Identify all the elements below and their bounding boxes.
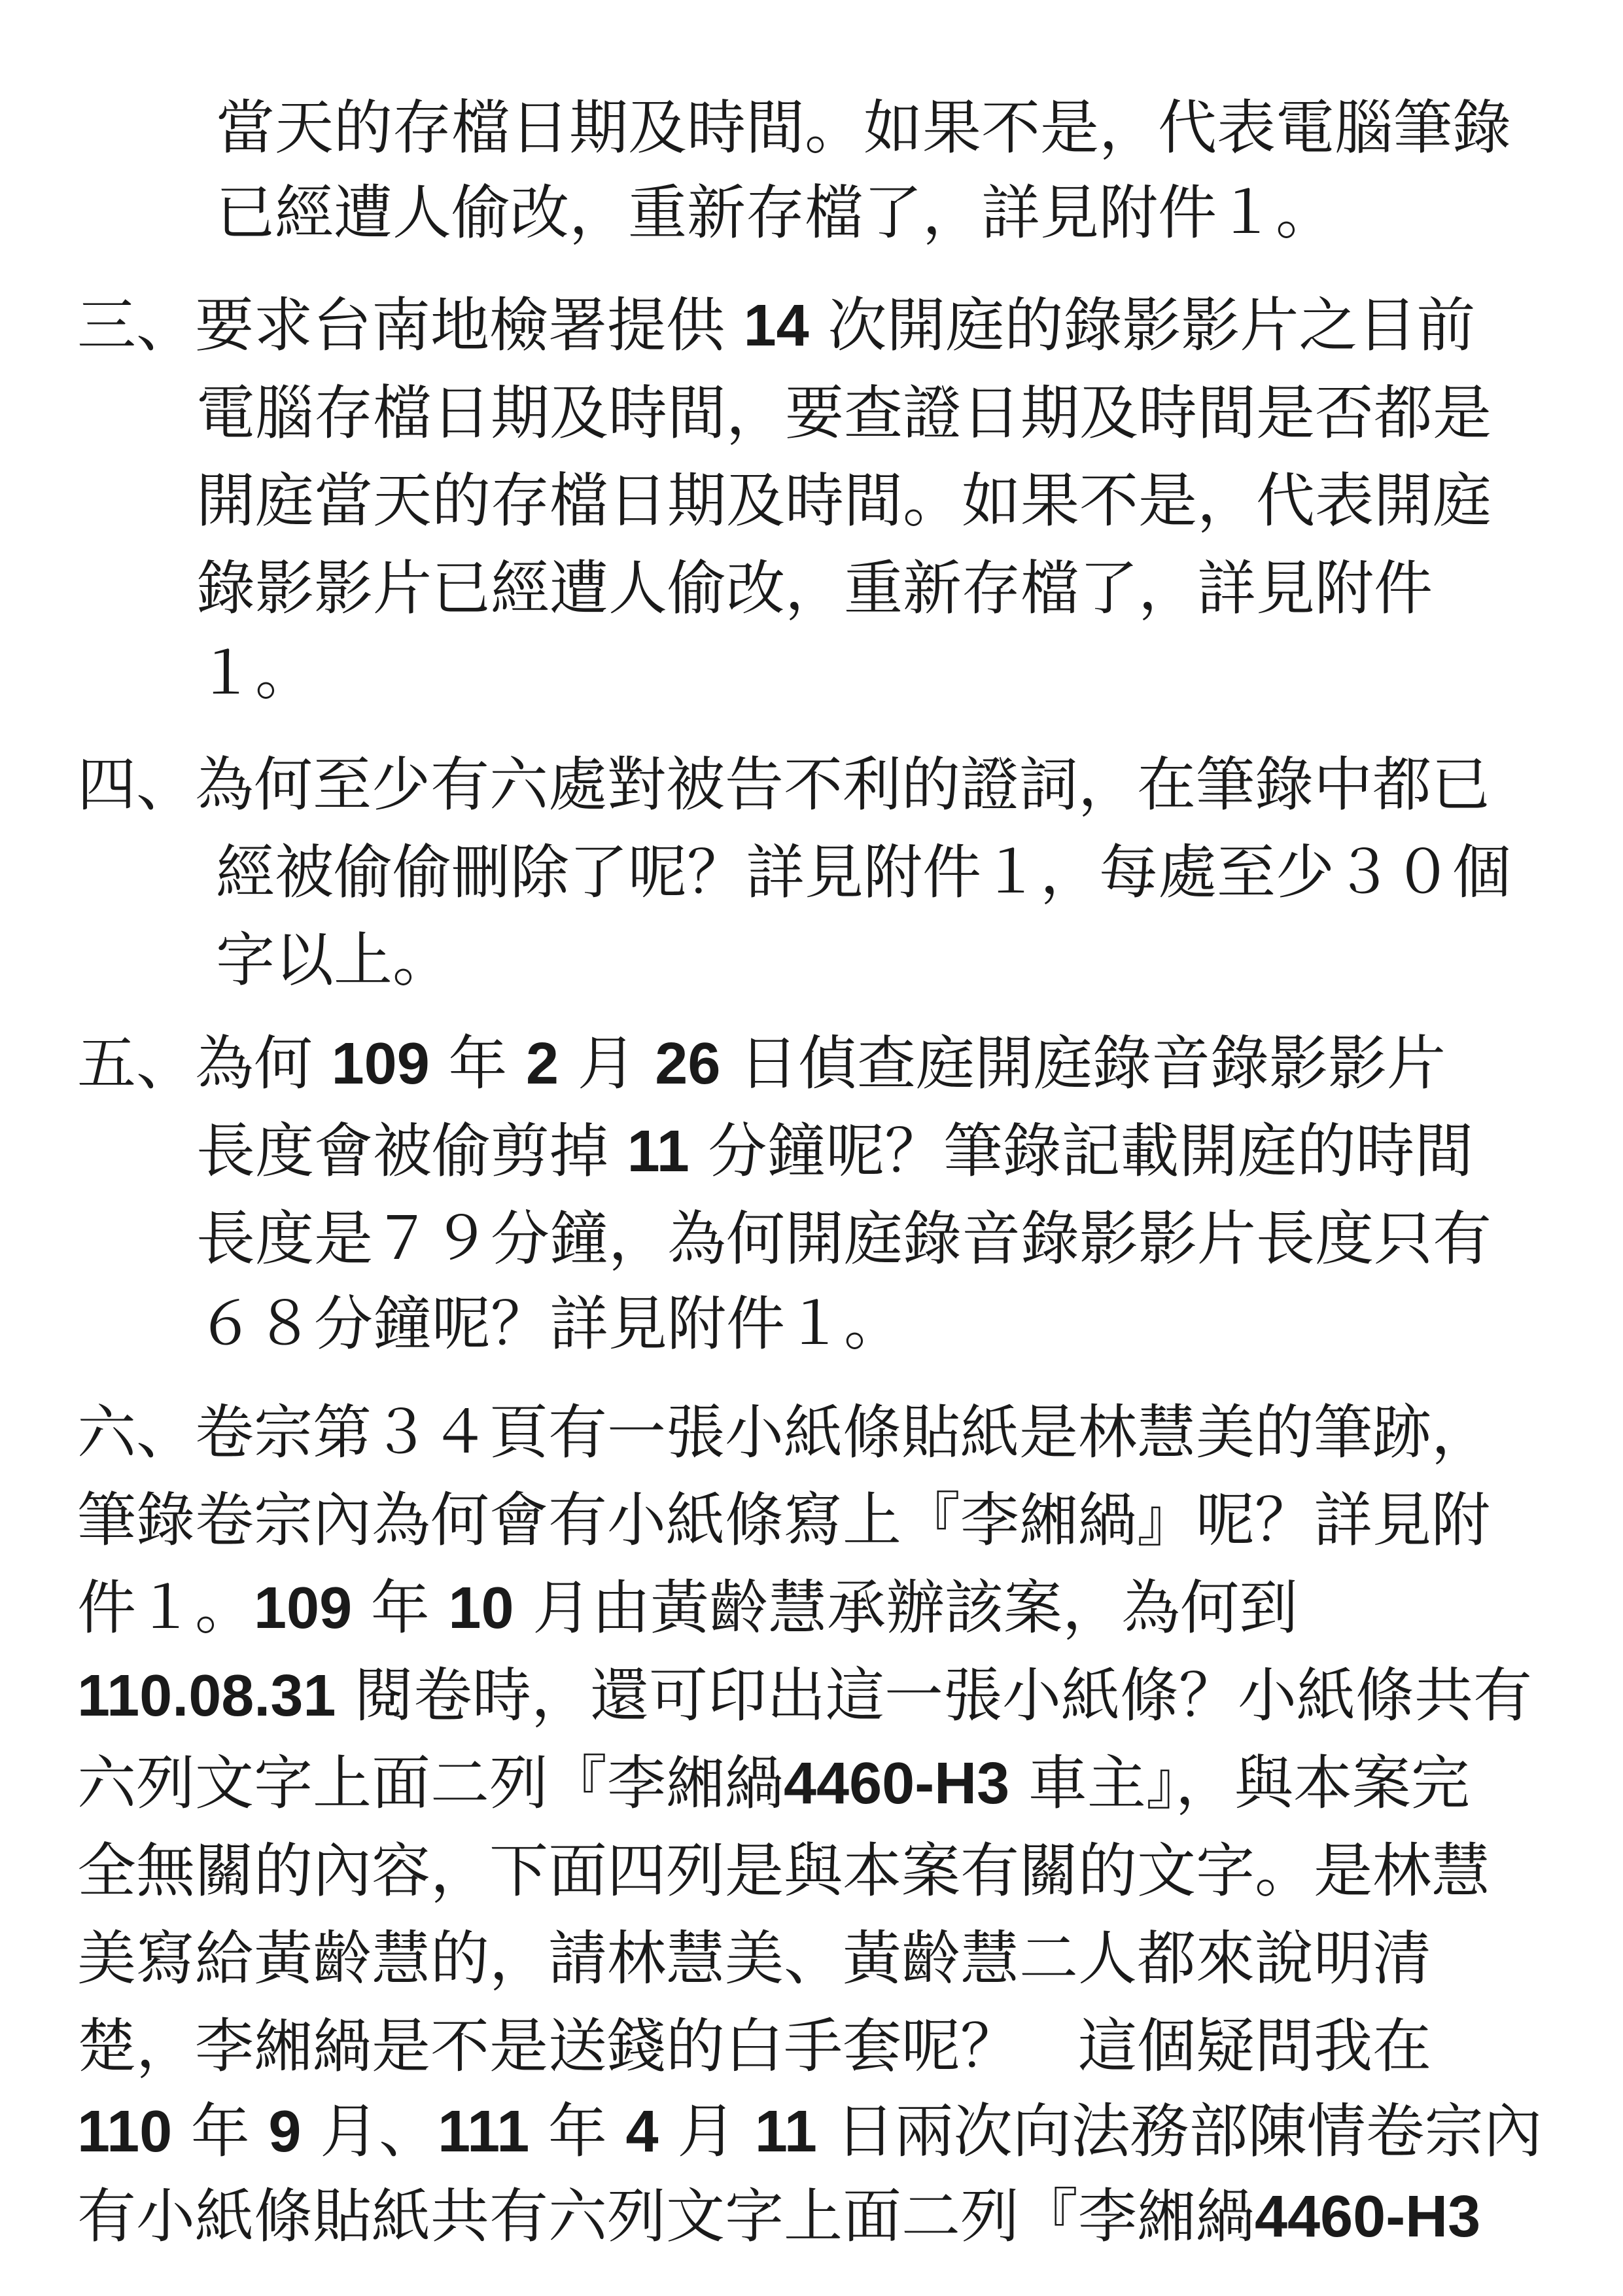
- item-3-heading-line: [77, 287, 1475, 365]
- text-run: 年: [172, 2097, 269, 2166]
- text-run: 日偵查庭開庭錄音錄影影片: [720, 1029, 1446, 1098]
- text-line: １。: [196, 639, 314, 708]
- number-run: 111: [438, 2099, 530, 2164]
- number-run: 4460-H3: [1255, 2184, 1481, 2250]
- text-run: 閱卷時，還可印出這一張小紙條？小紙條共有: [336, 1661, 1533, 1730]
- text-line: 美寫給黃齡慧的，請林慧美、黃齡慧二人都來說明清: [77, 1924, 1431, 1993]
- text-run: 月: [658, 2097, 755, 2166]
- number-run: 109: [254, 1576, 353, 1641]
- text-run: 年: [429, 1029, 526, 1098]
- text-run: 長度會被偷剪掉: [196, 1117, 627, 1186]
- text-line: 當天的存檔日期及時間。如果不是，代表電腦筆錄: [216, 94, 1511, 162]
- number-run: 110: [77, 2099, 173, 2164]
- text-line: 長度是７９分鐘，為何開庭錄音錄影影片長度只有: [196, 1205, 1492, 1273]
- text-line: [77, 1569, 1298, 1648]
- number-run: 11: [627, 1119, 689, 1184]
- number-run: 2: [526, 1031, 559, 1097]
- number-run: 109: [331, 1031, 430, 1097]
- text-line: 楚，李緗緺是不是送錢的白手套呢？ 這個疑問我在: [77, 2012, 1431, 2081]
- text-run: 日兩次向法務部陳情卷宗內: [816, 2097, 1543, 2166]
- number-run: 14: [743, 293, 809, 359]
- number-run: 4: [625, 2099, 659, 2164]
- text-run: 車主』，與本案完: [1009, 1749, 1470, 1818]
- text-line: 已經遭人偷改，重新存檔了，詳見附件１。: [216, 179, 1335, 247]
- text-line: 字以上。: [216, 926, 451, 995]
- item-4-heading-line: 四、為何至少有六處對被告不利的證詞，在筆錄中都已: [77, 751, 1490, 819]
- text-line: [77, 2093, 1543, 2171]
- item-6-heading-line: 六、卷宗第３４頁有一張小紙條貼紙是林慧美的筆跡，: [77, 1398, 1490, 1467]
- number-run: 110.08.31: [77, 1663, 336, 1729]
- text-line: 電腦存檔日期及時間，要查證日期及時間是否都是: [196, 379, 1492, 448]
- item-5-heading-line: [77, 1025, 1446, 1103]
- text-run: 月: [559, 1029, 655, 1098]
- text-line: 筆錄卷宗內為何會有小紙條寫上『李緗緺』呢？詳見附: [77, 1486, 1490, 1555]
- number-run: 26: [655, 1031, 721, 1097]
- text-run: 件１。: [77, 1574, 254, 1642]
- text-line: 經被偷偷刪除了呢？詳見附件１，每處至少３０個: [216, 838, 1511, 907]
- text-line: ６８分鐘呢？詳見附件１。: [196, 1290, 903, 1358]
- text-run: 三、要求台南地檢署提供: [77, 291, 744, 360]
- number-run: 9: [268, 2099, 302, 2164]
- text-run: 分鐘呢？筆錄記載開庭的時間: [689, 1117, 1474, 1186]
- text-run: 五、為何: [77, 1029, 332, 1098]
- text-line: 錄影影片已經遭人偷改，重新存檔了，詳見附件: [196, 554, 1433, 623]
- text-run: 六列文字上面二列『李緗緺: [77, 1749, 784, 1818]
- text-run: 月、: [301, 2097, 438, 2166]
- text-line: 全無關的內容，下面四列是與本案有關的文字。是林慧: [77, 1837, 1490, 1905]
- number-run: 4460-H3: [784, 1751, 1010, 1816]
- number-run: 10: [448, 1576, 514, 1641]
- text-line: [77, 1657, 1532, 1735]
- text-line: [77, 2178, 1480, 2256]
- text-run: 月由黃齡慧承辦該案，為何到: [514, 1574, 1299, 1642]
- number-run: 11: [754, 2099, 817, 2164]
- text-line: [196, 1112, 1473, 1191]
- text-run: 次開庭的錄影影片之目前: [809, 291, 1476, 360]
- text-run: 年: [352, 1574, 449, 1642]
- text-line: 開庭當天的存檔日期及時間。如果不是，代表開庭: [196, 467, 1492, 535]
- text-line: [77, 1744, 1470, 1823]
- text-run: 有小紙條貼紙共有六列文字上面二列『李緗緺: [77, 2182, 1255, 2251]
- text-run: 年: [529, 2097, 626, 2166]
